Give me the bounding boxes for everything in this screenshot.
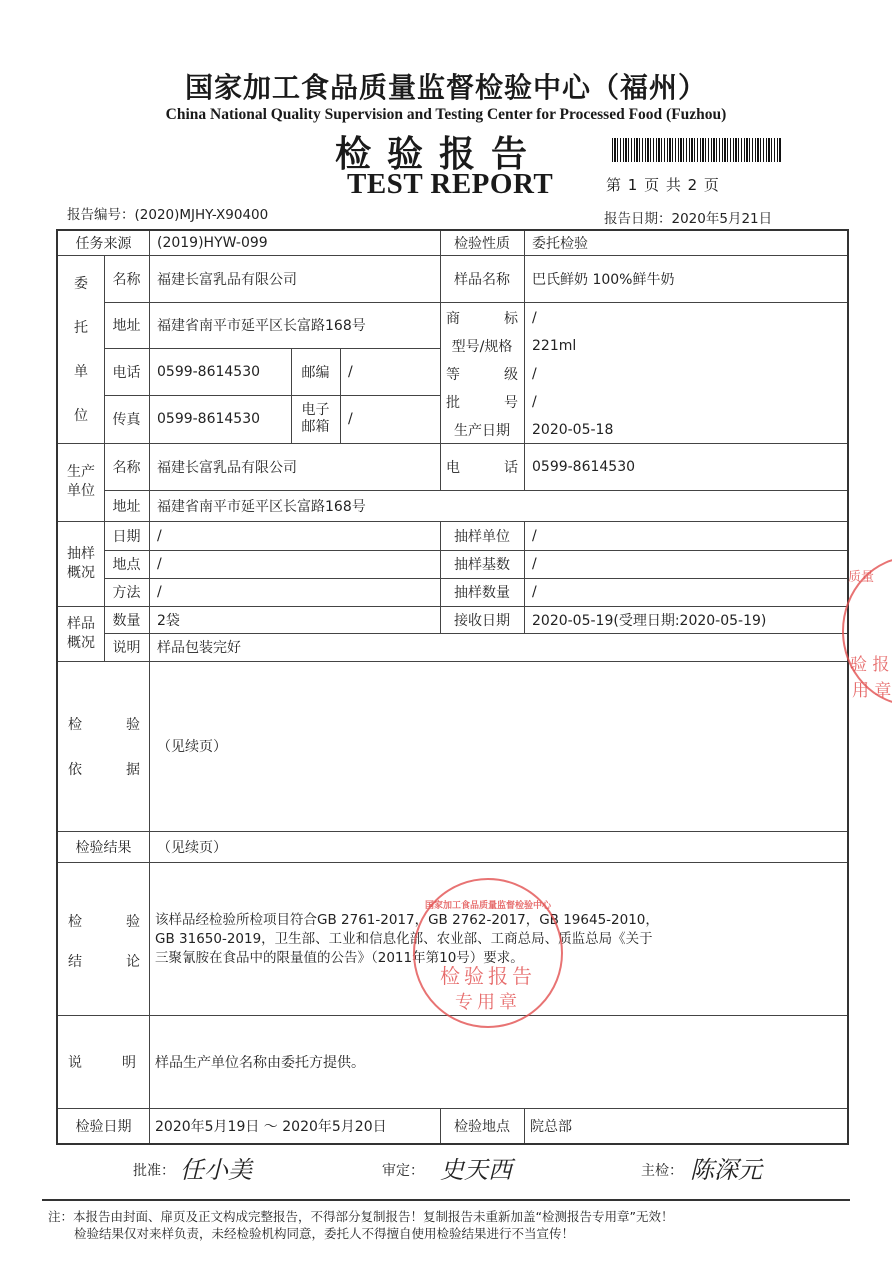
test-date-value: 2020年5月19日 ～ 2020年5月20日 <box>155 1118 387 1135</box>
grade-label <box>440 361 524 387</box>
client-group-label <box>58 261 104 437</box>
conclusion-line: 该样品经检验所检项目符合GB 2761-2017，GB 2762-2017，GB 19645-2010， <box>155 911 659 928</box>
client-fax-value: 0599-8614530 <box>157 411 261 427</box>
producer-phone-value: 0599-8614530 <box>532 458 636 475</box>
sampling-date-value: / <box>157 527 162 544</box>
sample-description-label: 说明 <box>112 640 141 656</box>
divider <box>440 302 847 303</box>
review-label: 审定： <box>382 1163 424 1179</box>
trademark-label-b: 标 <box>504 311 518 327</box>
client-email-value: / <box>348 411 353 427</box>
sampling-base-value: / <box>532 556 537 572</box>
producer-group-label-2: 单位 <box>67 483 95 499</box>
remarks-label-b: 明 <box>122 1054 136 1071</box>
report-number-label: 报告编号： <box>67 207 135 223</box>
edge-seal-arc: 质量 <box>848 570 875 585</box>
sample-description-value: 样品包装完好 <box>157 640 241 656</box>
barcode-icon <box>612 138 782 162</box>
footer-notes <box>48 1208 673 1242</box>
model-value: 221ml <box>532 338 577 354</box>
batch-value: / <box>532 394 537 410</box>
conclusion-label-row-1 <box>68 911 140 931</box>
sampling-method-label: 方法 <box>112 585 141 601</box>
sampling-method-value: / <box>157 584 162 600</box>
inspection-seal-stamp <box>413 878 563 1028</box>
sampling-group-label <box>58 521 104 606</box>
sampling-quantity-label: 抽样数量 <box>454 585 510 601</box>
model-label: 型号/规格 <box>451 339 513 355</box>
client-postcode-value: / <box>348 363 353 380</box>
center-title-cn: 国家加工食品质量监督检验中心（福州） <box>184 71 707 104</box>
trademark-label <box>440 305 524 331</box>
client-group-char: 位 <box>74 408 88 424</box>
received-date-label: 接收日期 <box>454 612 510 629</box>
conclusion-label-row-2 <box>68 951 140 971</box>
divider <box>524 231 525 443</box>
client-email-label-2: 邮箱 <box>301 419 330 435</box>
trademark-value: / <box>532 310 537 326</box>
basis-label-d: 据 <box>126 761 140 778</box>
remarks-label <box>62 1015 142 1108</box>
basis-label-a: 检 <box>68 716 82 733</box>
task-source-label: 任务来源 <box>75 236 132 252</box>
client-name-value: 福建长富乳品有限公司 <box>157 271 297 288</box>
client-phone-value: 0599-8614530 <box>157 363 261 380</box>
client-group-char: 托 <box>74 320 88 336</box>
producer-phone-label <box>440 443 524 490</box>
sampling-group-label-1: 抽样 <box>67 545 95 562</box>
batch-label <box>440 389 524 415</box>
conclusion-label-a: 检 <box>68 914 82 930</box>
report-date-value: 2020年5月21日 <box>671 211 773 227</box>
divider <box>58 862 847 863</box>
sample-name-label: 样品名称 <box>454 271 510 288</box>
test-location-label: 检验地点 <box>454 1118 510 1135</box>
conclusion-line: GB 31650-2019，卫生部、工业和信息化部、农业部、工商总局、质监总局《关于 <box>155 930 653 947</box>
conclusion-label-d: 论 <box>126 954 140 970</box>
report-date <box>604 207 772 227</box>
sampling-unit-label: 抽样单位 <box>454 528 510 545</box>
client-group-char: 委 <box>74 276 88 292</box>
production-date-label: 生产日期 <box>454 423 510 439</box>
sampling-place-label: 地点 <box>112 557 141 573</box>
remarks-value: 样品生产单位名称由委托方提供。 <box>155 1054 365 1071</box>
report-date-label: 报告日期： <box>604 211 672 227</box>
client-group-char: 单 <box>74 364 88 380</box>
sample-status-group-label-2: 概况 <box>67 634 95 651</box>
page-info: 第 1 页 共 2 页 <box>606 176 720 194</box>
divider <box>524 1108 525 1143</box>
basis-label-c: 依 <box>68 761 82 778</box>
sampling-date-label: 日期 <box>112 528 141 545</box>
seal-line-2: 专用章 <box>455 992 521 1013</box>
sampling-quantity-value: / <box>532 584 537 600</box>
batch-label-a: 批 <box>446 395 460 411</box>
producer-phone-label-a: 电 <box>446 459 460 476</box>
approve-signature: 任小美 <box>180 1156 252 1184</box>
trademark-label-a: 商 <box>446 311 460 327</box>
sample-name-value: 巴氏鲜奶 100%鲜牛奶 <box>532 271 675 288</box>
sample-status-group-label <box>58 606 104 661</box>
seal-line-1: 检验报告 <box>440 964 536 988</box>
grade-label-b: 级 <box>504 367 518 383</box>
edge-seal-line-2: 用 章 <box>852 681 892 701</box>
sampling-base-label: 抽样基数 <box>454 557 510 573</box>
batch-label-b: 号 <box>504 395 518 411</box>
producer-group-label <box>58 443 104 521</box>
report-number <box>67 203 268 223</box>
sampling-place-value: / <box>157 556 162 572</box>
client-address-label: 地址 <box>112 318 141 334</box>
task-source-value: (2019)HYW-099 <box>157 235 268 251</box>
center-title-en: China National Quality Supervision and Testing Center for Processed Food (Fuzhou) <box>165 106 727 123</box>
producer-name-value: 福建长富乳品有限公司 <box>157 459 297 476</box>
edge-seal-stamp <box>842 556 892 706</box>
conclusion-line: 三聚氰胺在食品中的限量值的公告》（2011年第10号）要求。 <box>155 949 524 966</box>
approve-label: 批准： <box>133 1163 175 1179</box>
result-label: 检验结果 <box>75 839 132 856</box>
sampling-group-label-2: 概况 <box>67 564 95 581</box>
edge-seal-line-1: 验 报 <box>850 655 890 675</box>
divider <box>149 231 150 1143</box>
review-signature: 史天西 <box>440 1156 512 1184</box>
grade-value: / <box>532 366 537 382</box>
grade-label-a: 等 <box>446 367 460 383</box>
test-date-label: 检验日期 <box>75 1118 132 1135</box>
sample-quantity-value: 2袋 <box>157 612 180 629</box>
footer-note-2: 检验结果仅对来样负责，未经检验机构同意，委托人不得擅自使用检验结果进行不当宣传！ <box>74 1226 575 1241</box>
result-value: （见续页） <box>157 839 227 856</box>
client-email-label-1: 电子 <box>301 402 330 418</box>
divider <box>524 521 525 633</box>
client-address-value: 福建省南平市延平区长富路168号 <box>157 318 366 334</box>
divider <box>340 348 341 443</box>
client-name-label: 名称 <box>112 271 141 288</box>
sample-quantity-label: 数量 <box>112 612 141 629</box>
report-number-value: (2020)MJHY-X90400 <box>134 207 269 223</box>
seal-arc-text: 国家加工食品质量监督检验中心 <box>424 901 551 911</box>
basis-label <box>68 701 140 791</box>
producer-address-value: 福建省南平市延平区长富路168号 <box>157 498 366 515</box>
inspection-type-value: 委托检验 <box>532 236 588 252</box>
sampling-unit-value: / <box>532 527 537 544</box>
conclusion-label <box>68 901 140 981</box>
client-phone-label: 电话 <box>112 364 141 381</box>
basis-label-row-2 <box>68 759 140 779</box>
inspector-signature: 陈深元 <box>690 1156 762 1184</box>
footer-note-1: 注：本报告由封面、扉页及正文构成完整报告，不得部分复制报告！复制报告未重新加盖“检测报告专用章”无效！ <box>48 1209 674 1224</box>
sample-status-group-label-1: 样品 <box>67 615 95 632</box>
divider <box>524 443 525 490</box>
producer-name-label: 名称 <box>112 459 141 476</box>
test-location-value: 院总部 <box>530 1118 572 1135</box>
producer-address-label: 地址 <box>112 498 141 515</box>
remarks-label-a: 说 <box>68 1054 82 1071</box>
producer-group-label-1: 生产 <box>67 464 95 480</box>
report-title-cn: 检验报告 <box>335 133 544 175</box>
client-fax-label: 传真 <box>112 412 141 428</box>
client-postcode-label: 邮编 <box>301 364 330 381</box>
producer-phone-label-b: 话 <box>504 459 518 476</box>
inspection-type-label: 检验性质 <box>454 236 510 252</box>
inspector-label: 主检： <box>641 1163 683 1179</box>
production-date-value: 2020-05-18 <box>532 422 614 438</box>
received-date-value: 2020-05-19(受理日期:2020-05-19) <box>532 612 767 629</box>
conclusion-label-c: 结 <box>68 954 82 970</box>
report-title-en: TEST REPORT <box>347 168 554 200</box>
footer-divider <box>42 1199 850 1201</box>
conclusion-label-b: 验 <box>126 914 140 930</box>
client-email-label <box>291 395 340 443</box>
basis-value: （见续页） <box>157 739 227 755</box>
basis-label-row-1 <box>68 714 140 734</box>
basis-label-b: 验 <box>126 716 140 733</box>
